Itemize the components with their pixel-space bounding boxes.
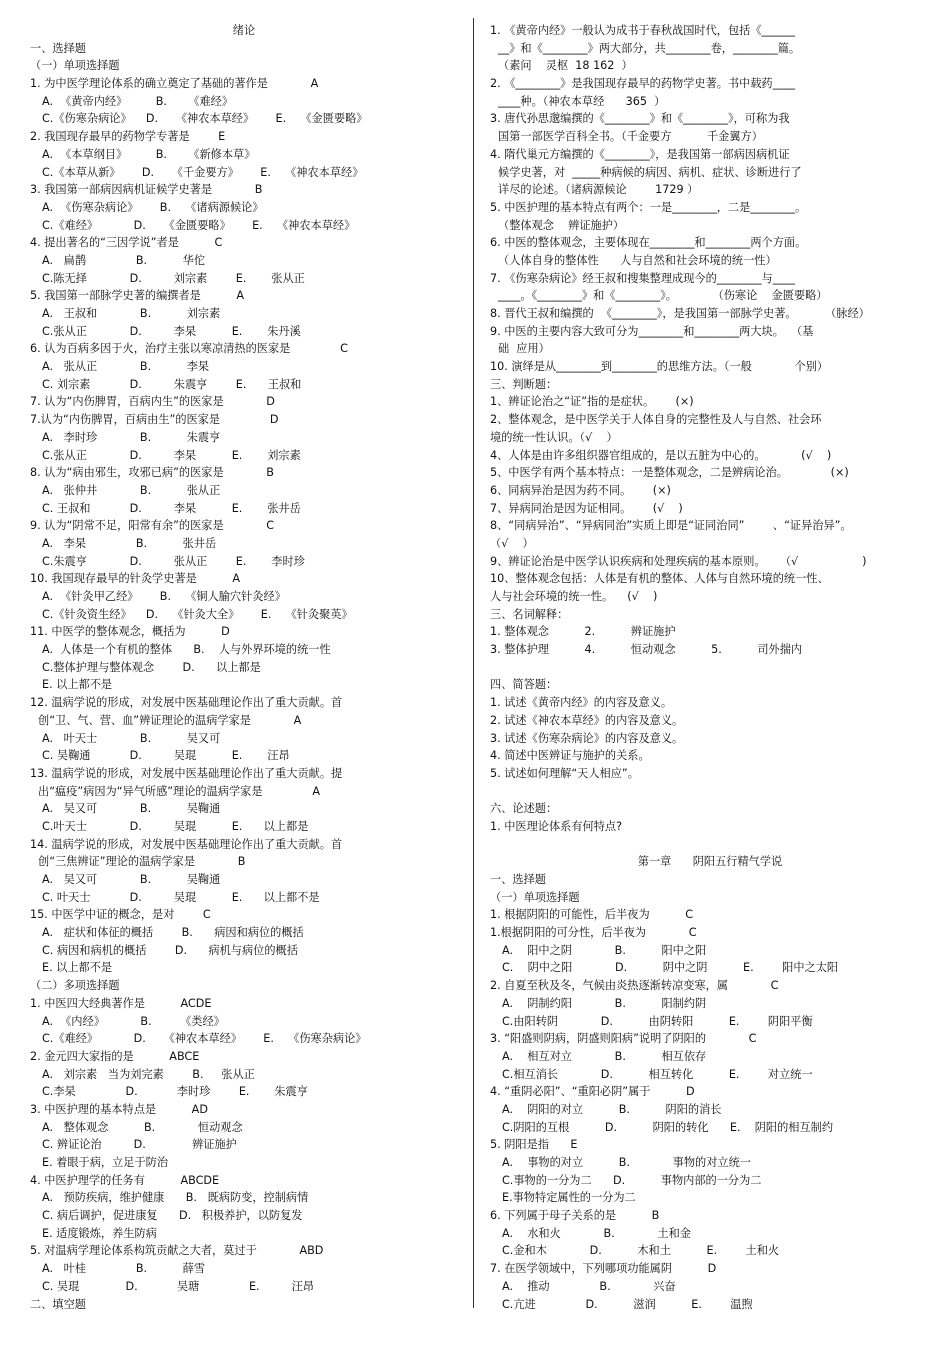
- text-line: （一）单项选择题: [30, 59, 120, 73]
- text-line: A. 《伤寒杂病论》 B. 《诸病源候论》: [42, 200, 264, 214]
- text-line: 4. 中医护理学的任务有 ABCDE: [30, 1173, 220, 1187]
- text-line: C.《难经》 D. 《神农本草经》 E. 《伤寒杂病论》: [42, 1032, 367, 1046]
- text-line: A. 扁鹊 B. 华佗: [42, 253, 206, 267]
- text-line: C. 病因和病机的概括 D. 病机与病位的概括: [42, 943, 298, 957]
- text-line: 14. 温病学说的形成，对发展中医基础理论作出了重大贡献。首: [30, 837, 343, 851]
- text-line: A. 症状和体征的概括 B. 病因和病位的概括: [42, 926, 304, 940]
- text-line: A. 阴阳的对立 B. 阴阳的消长: [502, 1102, 722, 1116]
- text-line: 5. 中医护理的基本特点有两个：一是________，二是________。: [490, 200, 807, 214]
- text-line: 3. 唐代孙思邈编撰的《________》和《________》，可称为我: [490, 112, 790, 126]
- text-line: A. 刘宗素 当为刘完素 B. 张从正: [42, 1067, 255, 1081]
- text-line: 9. 中医的主要内容大致可分为________和________两大块。 （基: [490, 324, 814, 338]
- text-line: 3. “阳盛则阴病，阴盛则阳病”说明了阴阳的 C: [490, 1032, 757, 1046]
- text-line: 10、整体观念包括：人体是有机的整体、人体与自然环境的统一性、: [490, 572, 829, 586]
- text-line: 9、辨证论治是中医学认识疾病和处理疾病的基本原则。 （√ ): [490, 554, 867, 568]
- text-line: （整体观念 辨证施护）: [498, 218, 625, 232]
- text-line: A. 相互对立 B. 相互依存: [502, 1049, 707, 1063]
- text-line: 三、判断题：: [490, 377, 558, 391]
- text-line: C.《难经》 D. 《金匮要略》 E. 《神农本草经》: [42, 218, 356, 232]
- text-line: 15. 中医学中证的概念，是对 C: [30, 908, 211, 922]
- text-line: E. 以上都不是: [42, 678, 113, 692]
- text-line: 6. 中医的整体观念，主要体现在________和________两个方面。: [490, 236, 807, 250]
- text-line: A. 《黄帝内经》 B. 《难经》: [42, 94, 234, 108]
- text-line: C.张从正 D. 李杲 E. 朱丹溪: [42, 324, 301, 338]
- text-line: C. 阴中之阳 D. 阴中之阴 E. 阳中之太阳: [502, 961, 839, 975]
- text-line: 3. 试述《伤寒杂病论》的内容及意义。: [490, 731, 684, 745]
- text-line: 4、人体是由许多组织器官组成的，是以五脏为中心的。 (√ ): [490, 448, 832, 462]
- text-line: A. 推动 B. 兴奋: [502, 1279, 676, 1293]
- text-line: C.《针灸资生经》 D. 《针灸大全》 E. 《针灸聚英》: [42, 607, 353, 621]
- text-line: A. 人体是一个有机的整体 B. 人与外界环境的统一性: [42, 643, 331, 657]
- text-line: 创“三焦辨证”理论的温病学家是 B: [38, 855, 246, 869]
- text-line: C.整体护理与整体观念 D. 以上都是: [42, 660, 261, 674]
- text-line: ____种。（神农本草经 365 ）: [498, 94, 666, 108]
- text-line: [490, 783, 930, 801]
- text-line: 8. 晋代王叔和编撰的 《________》，是我国第一部脉学史著。 （脉经）: [490, 307, 870, 320]
- text-line: 7、异病同治是因为证相同。 (√ ): [490, 501, 683, 515]
- text-line: A. 叶桂 B. 薛雪: [42, 1262, 206, 1276]
- text-line: 2. 我国现存最早的药物学专著是 E: [30, 130, 226, 144]
- column-divider: [473, 18, 474, 1308]
- text-line: A. 整体观念 B. 恒动观念: [42, 1120, 243, 1134]
- text-line: 6. 认为百病多因于火，治疗主张以寒凉清热的医家是 C: [30, 342, 348, 356]
- text-line: 6. 下列属于母子关系的是 B: [490, 1209, 660, 1223]
- text-line: 一、选择题: [30, 41, 86, 55]
- text-line: 1. 整体观念 2. 辨证施护: [490, 625, 676, 639]
- text-line: 2. 《________》是我国现存最早的药物学史著。书中载药____: [490, 77, 796, 91]
- text-line: 7. 《伤寒杂病论》经王叔和搜集整理成现今的________与____: [490, 271, 796, 285]
- text-line: C.《伤寒杂病论》 D. 《神农本草经》 E. 《金匮要略》: [42, 112, 368, 126]
- text-line: 2. 金元四大家指的是 ABCE: [30, 1049, 200, 1063]
- text-line: 12. 温病学说的形成，对发展中医基础理论作出了重大贡献。首: [30, 696, 343, 710]
- text-line: C.事物的一分为二 D. 事物内部的一分为二: [502, 1173, 762, 1187]
- text-line: A. 张仲井 B. 张从正: [42, 483, 221, 497]
- text-line: 10. 演绎是从________到________的思维方法。（一般 个别）: [490, 360, 829, 374]
- text-line: A. 吴又可 B. 吴鞠通: [42, 802, 221, 816]
- text-line: 3. 我国第一部病因病机证候学史著是 B: [30, 183, 263, 197]
- text-line: 1. 根据阴阳的可能性，后半夜为 C: [490, 908, 694, 922]
- text-line: 4. 隋代巢元方编撰的《________》，是我国第一部病因病机证: [490, 147, 790, 161]
- text-line: [490, 659, 930, 677]
- text-line: C. 辨证论治 D. 辨证施护: [42, 1138, 237, 1152]
- left-column: [30, 22, 458, 1313]
- text-line: A. 《本草纲目》 B. 《新修本草》: [42, 147, 256, 161]
- text-line: C.金和木 D. 木和土 E. 土和火: [502, 1244, 780, 1258]
- text-line: 1. 《黄帝内经》一般认为成书于春秋战国时代，包括《______: [490, 24, 796, 37]
- text-line: A. 《针灸甲乙经》 B. 《铜人腧穴针灸经》: [42, 590, 286, 603]
- text-line: C. 吴琨 D. 吴瑭 E. 汪昂: [42, 1279, 314, 1293]
- text-line: E. 以上都不是: [42, 961, 113, 975]
- text-line: 5. 我国第一部脉学史著的编撰者是 A: [30, 289, 245, 303]
- text-line: 第一章 阴阳五行精气学说: [637, 855, 783, 869]
- text-line: 1. 试述《黄帝内经》的内容及意义。: [490, 696, 673, 710]
- text-line: C. 病后调护，促进康复 D. 积极养护，以防复发: [42, 1209, 303, 1223]
- text-line: C.《本草从新》 D. 《千金要方》 E. 《神农本草经》: [42, 165, 364, 179]
- text-line: A. 事物的对立 B. 事物的对立统一: [502, 1156, 751, 1169]
- text-line: 详尽的论述。（诸病源候论 1729 ）: [498, 183, 699, 197]
- text-line: 4. 简述中医辨证与施护的关系。: [490, 749, 650, 763]
- text-line: 11. 中医学的整体观念，概括为 D: [30, 625, 230, 639]
- text-line: 四、简答题：: [490, 678, 558, 692]
- text-line: 2. 试述《神农本草经》的内容及意义。: [490, 713, 684, 727]
- text-line: A. 吴又可 B. 吴鞠通: [42, 873, 221, 886]
- text-line: C. 叶天士 D. 吴琨 E. 以上都不是: [42, 890, 320, 904]
- text-line: 1.根据阴阳的可分性，后半夜为 C: [490, 926, 697, 940]
- text-line: A. 预防疾病，维护健康 B. 既病防变，控制病情: [42, 1191, 309, 1205]
- text-line: 1. 中医四大经典著作是 ACDE: [30, 996, 212, 1010]
- text-line: 1. 为中医学理论体系的确立奠定了基础的著作是 A: [30, 77, 319, 91]
- text-line: 5. 阴阳是指 E: [490, 1138, 578, 1152]
- text-line: 13. 温病学说的形成，对发展中医基础理论作出了重大贡献。提: [30, 766, 343, 780]
- text-line: 出“瘟疫”病因为“异气所感”理论的温病学家是 A: [38, 784, 320, 798]
- text-line: A. 水和火 B. 土和金: [502, 1226, 691, 1240]
- text-line: A. 叶天士 B. 吴又可: [42, 731, 221, 745]
- text-line: [490, 836, 930, 854]
- text-line: C.陈无择 D. 刘宗素 E. 张从正: [42, 271, 305, 285]
- text-line: C.亢进 D. 滋润 E. 温煦: [502, 1297, 753, 1311]
- text-line: C. 王叔和 D. 李杲 E. 张井岳: [42, 501, 301, 515]
- text-line: 7. 认为“内伤脾胃，百病内生”的医家是 D: [30, 395, 275, 409]
- text-line: 7.认为“内伤脾胃，百病由生”的医家是 D: [30, 413, 279, 427]
- text-line: （人体自身的整体性 人与自然和社会环境的统一性）: [498, 253, 777, 267]
- text-line: A. 王叔和 B. 刘宗素: [42, 307, 221, 320]
- text-line: A. 阴制约阳 B. 阳制约阴: [502, 996, 707, 1010]
- text-line: C.相互消长 D. 相互转化 E. 对立统一: [502, 1067, 813, 1081]
- text-line: （二）多项选择题: [30, 979, 120, 993]
- text-line: 2. 自夏至秋及冬，气候由炎热逐渐转凉变寒，属 C: [490, 979, 779, 993]
- text-line: 国第一部医学百科全书。（千金要方 千金翼方）: [498, 130, 763, 144]
- text-line: 7. 在医学领域中，下列哪项功能属阴 D: [490, 1262, 717, 1276]
- text-line: 8. 认为“病由邪生，攻邪已病”的医家是 B: [30, 466, 274, 480]
- text-line: 候学史著，对 _____种病候的病因、病机、症状、诊断进行了: [498, 165, 802, 179]
- text-line: C. 吴鞠通 D. 吴琨 E. 汪昂: [42, 749, 290, 763]
- text-line: 3. 中医护理的基本特点是 AD: [30, 1102, 208, 1116]
- text-line: 2、整体观念，是中医学关于人体自身的完整性及人与自然、社会环: [490, 413, 822, 427]
- text-line: 9. 认为“阴常不足，阳常有余”的医家是 C: [30, 519, 275, 533]
- text-line: C.阴阳的互根 D. 阴阳的转化 E. 阴阳的相互制约: [502, 1120, 834, 1134]
- text-line: 5、中医学有两个基本特点：一是整体观念，二是辨病论治。 (×): [490, 466, 849, 480]
- text-line: E.事物特定属性的一分为二: [502, 1191, 636, 1205]
- text-line: 境的统一性认识。（√ ）: [490, 430, 618, 444]
- text-line: E. 适度锻炼，养生防病: [42, 1226, 157, 1240]
- text-line: 一、选择题: [490, 873, 546, 886]
- text-line: C.叶天士 D. 吴琨 E. 以上都是: [42, 819, 309, 833]
- text-line: A. 《内经》 B. 《类经》: [42, 1014, 225, 1028]
- text-line: 1. 中医理论体系有何特点?: [490, 819, 623, 833]
- text-line: __》和《________》两大部分，共________卷，________篇。: [498, 41, 801, 55]
- text-line: C. 刘宗素 D. 朱震亨 E. 王叔和: [42, 377, 302, 391]
- text-line: 5. 试述如何理解“天人相应”。: [490, 766, 639, 780]
- text-line: 六、论述题：: [490, 802, 558, 816]
- text-line: 创“卫、气、营、血”辨证理论的温病学家是 A: [38, 713, 302, 727]
- text-line: C.李杲 D. 李时珍 E. 朱震亨: [42, 1085, 308, 1099]
- text-line: A. 张从正 B. 李杲: [42, 360, 210, 374]
- text-line: 5. 对温病学理论体系构筑贡献之大者，莫过于 ABD: [30, 1244, 324, 1258]
- text-line: 3. 整体护理 4. 恒动观念 5. 司外揣内: [490, 643, 803, 657]
- text-line: A. 阳中之阴 B. 阳中之阳: [502, 943, 707, 957]
- text-line: 4. 提出著名的“三因学说”者是 C: [30, 236, 223, 250]
- text-line: 8、“同病异治”、“异病同治”实质上即是“证同治同” 、“证异治异”。: [490, 519, 852, 533]
- text-line: C.张从正 D. 李杲 E. 刘宗素: [42, 448, 301, 462]
- text-line: C.由阳转阴 D. 由阴转阳 E. 阴阳平衡: [502, 1014, 813, 1028]
- text-line: 三、名词解释：: [490, 607, 569, 621]
- text-line: 10. 我国现存最早的针灸学史著是 A: [30, 572, 241, 586]
- text-line: E. 着眼于病，立足于防治: [42, 1156, 169, 1169]
- text-line: 6、同病异治是因为药不同。 (×): [490, 483, 671, 497]
- text-line: 4. “重阴必阳”、“重阳必阴”属于 D: [490, 1085, 695, 1099]
- text-line: 绪论: [232, 24, 256, 37]
- text-line: ____。《________》和《________》。 （伤寒论 金匮要略）: [498, 289, 828, 303]
- text-line: 1、辨证论治之“证”指的是症状。 (×): [490, 395, 694, 409]
- text-line: 二、填空题: [30, 1297, 86, 1311]
- text-line: 础 应用）: [498, 342, 550, 356]
- text-line: （素问 灵枢 18 162 ）: [498, 59, 633, 73]
- text-line: A. 李时珍 B. 朱震亨: [42, 430, 221, 444]
- text-line: A. 李杲 B. 张井岳: [42, 536, 217, 550]
- text-line: （一）单项选择题: [490, 890, 580, 904]
- text-line: 人与社会环境的统一性。 (√ ): [490, 590, 658, 603]
- text-line: C.朱震亨 D. 张从正 E. 李时珍: [42, 554, 305, 568]
- right-column: [490, 22, 930, 1313]
- text-line: （√ ）: [490, 536, 534, 550]
